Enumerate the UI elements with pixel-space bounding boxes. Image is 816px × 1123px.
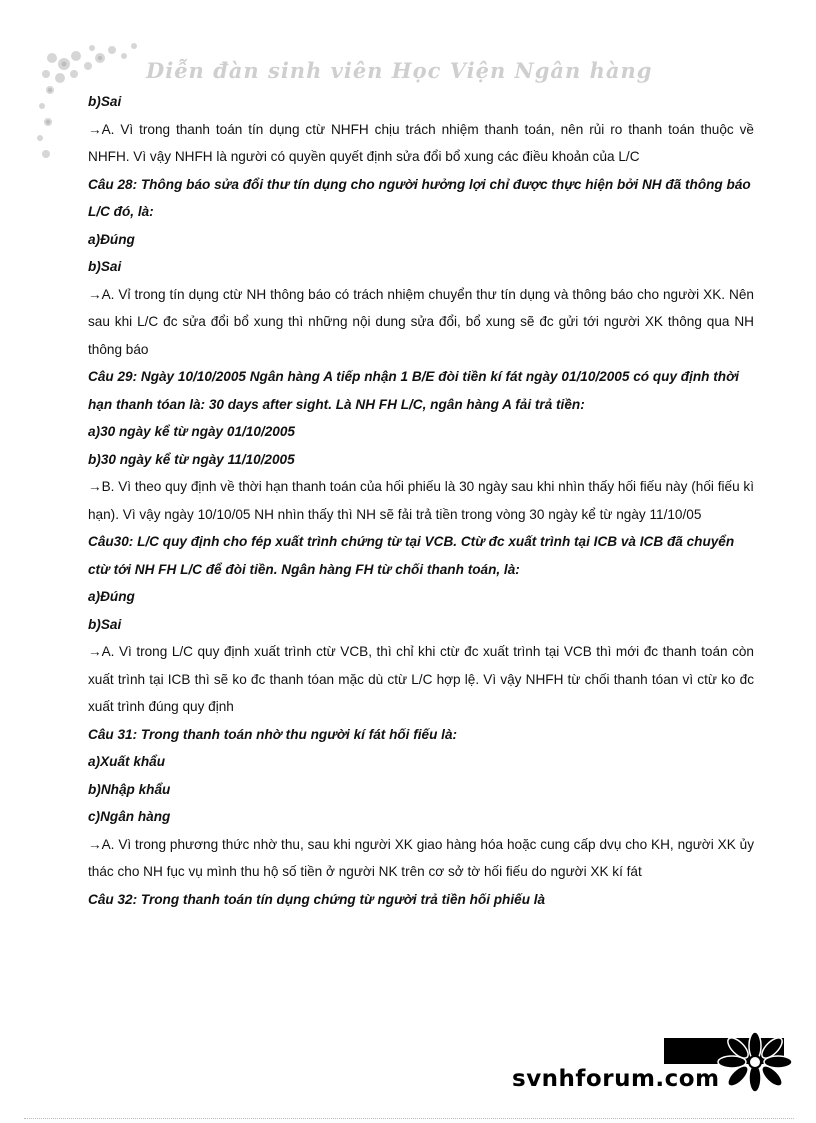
answer-option: a)Xuất khẩu <box>88 754 166 769</box>
answer-text: A. Vì trong phương thức nhờ thu, sau khi người XK giao hàng hóa hoặc cung cấp dvụ cho KH, người XK ủy thác cho NH fục vụ mình thu hộ số tiền ở người NK trên cơ sở tờ hối fiếu do người XK kí fát <box>88 836 754 879</box>
question-heading: Câu30: L/C quy định cho fép xuất trình chứng từ tại VCB. Ctừ đc xuất trình tại ICB và ICB đã chuyển ctừ tới NH FH L/C để đòi tiền. Ngân hàng FH từ chối thanh toán, là: <box>88 534 735 577</box>
answer-option: b)Nhập khẩu <box>88 781 171 797</box>
answer-option: b)Sai <box>88 616 122 632</box>
answer-text: A. Vì trong L/C quy định xuất trình ctừ VCB, thì chỉ khi ctừ đc xuất trình tại VCB thì mới đc thanh toán còn xuất trình tại ICB thì sẽ ko đc thanh tóan mặc dù ctừ L/C hợp lệ. Vì vậy NHFH từ chối thanh tóan vì ctừ ko đc xuất trình đúng quy định <box>88 644 754 714</box>
flower-logo-icon <box>712 1032 798 1092</box>
answer-text: B. Vì theo quy định về thời hạn thanh toán của hối phiếu là 30 ngày sau khi nhìn thấy hối fiếu này (hối fiếu kì hạn). Vì vậy ngày 10/10/05 NH nhìn thấy thì NH sẽ fải trả tiền trong vòng 30 ngày kể từ ngày 11/10/05 <box>88 479 754 522</box>
answer-option: a)30 ngày kể từ ngày 01/10/2005 <box>88 424 295 439</box>
question-heading: Câu 28: Thông báo sửa đổi thư tín dụng cho người hưởng lợi chỉ được thực hiện bởi NH đã thông báo L/C đó, là: <box>88 176 751 219</box>
document-body <box>88 88 754 913</box>
answer-option: b)Sai <box>88 94 122 109</box>
answer-option: c)Ngân hàng <box>88 809 171 824</box>
answer-option: a)Đúng <box>88 231 135 247</box>
footer-divider <box>24 1118 794 1119</box>
arrow-right-icon: → <box>88 121 102 137</box>
question-heading: Câu 32: Trong thanh toán tín dụng chứng từ người trả tiền hối phiếu là <box>88 891 546 907</box>
answer-explanation <box>88 831 754 886</box>
footer-logo-text: svnhforum.com <box>512 1066 720 1092</box>
answer-explanation <box>88 638 754 721</box>
answer-option: b)Sai <box>88 259 122 274</box>
arrow-right-icon: → <box>88 286 102 302</box>
answer-text: A. Vỉ trong tín dụng ctừ NH thông báo có trách nhiệm chuyển thư tín dụng và thông báo cho người XK. Nên sau khi L/C đc sửa đổi bổ xung thì những nội dung sửa đổi, bổ xung sẽ đc gửi tới người XK thông qua NH thông báo <box>88 286 754 357</box>
answer-explanation <box>88 473 754 528</box>
forum-header-title: Diễn đàn sinh viên Học Viện Ngân hàng <box>146 58 653 83</box>
answer-explanation <box>88 281 754 364</box>
answer-option: a)Đúng <box>88 589 135 604</box>
answer-text: A. Vì trong thanh toán tín dụng ctừ NHFH chịu trách nhiệm thanh toán, nên rủi ro thanh toán thuộc về NHFH. Vì vậy NHFH là người có quyền quyết định sửa đổi bổ xung các điều khoản của L/C <box>88 121 754 164</box>
arrow-right-icon: → <box>88 479 102 494</box>
arrow-right-icon: → <box>88 836 102 852</box>
arrow-right-icon: → <box>88 644 102 659</box>
question-heading: Câu 31: Trong thanh toán nhờ thu người kí fát hối fiếu là: <box>88 726 458 742</box>
question-heading: Câu 29: Ngày 10/10/2005 Ngân hàng A tiếp nhận 1 B/E đòi tiền kí fát ngày 01/10/2005 có quy định thời hạn thanh tóan là: 30 days after sight. Là NH FH L/C, ngân hàng A fải trả tiền: <box>88 369 739 412</box>
answer-option: b)30 ngày kể từ ngày 11/10/2005 <box>88 451 295 467</box>
answer-explanation <box>88 116 754 171</box>
